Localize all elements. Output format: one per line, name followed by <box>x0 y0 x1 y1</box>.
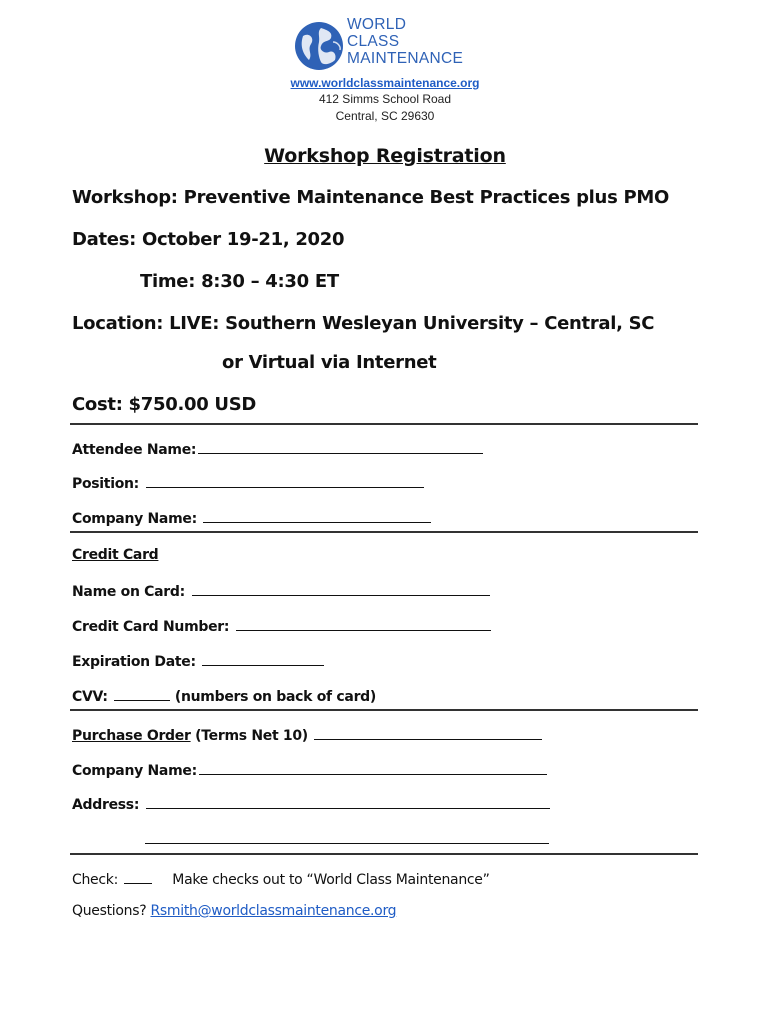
attendee-name-label: Attendee Name: <box>72 442 197 458</box>
divider <box>70 853 698 855</box>
workshop-time: Time: 8:30 – 4:30 ET <box>140 271 339 292</box>
divider <box>70 709 698 711</box>
card-number-blank[interactable] <box>236 617 491 631</box>
globe-icon <box>293 20 345 72</box>
purchase-order-heading: Purchase Order <box>72 728 191 744</box>
check-label: Check: <box>72 872 118 888</box>
company-name-field[interactable] <box>72 509 431 527</box>
position-label: Position: <box>72 476 139 492</box>
card-number-label: Credit Card Number: <box>72 619 230 635</box>
page-title: Workshop Registration <box>264 145 506 167</box>
company-name-label: Company Name: <box>72 511 197 527</box>
position-blank[interactable] <box>146 474 424 488</box>
address-line-1: 412 Simms School Road <box>318 92 452 106</box>
po-company-name-blank[interactable] <box>199 761 547 775</box>
expiration-date-blank[interactable] <box>202 652 324 666</box>
divider <box>70 531 698 533</box>
check-blank[interactable] <box>124 870 152 884</box>
check-note: Make checks out to “World Class Maintenance” <box>172 872 490 888</box>
questions-line <box>72 903 396 919</box>
questions-label: Questions? <box>72 903 147 919</box>
workshop-location: Location: LIVE: Southern Wesleyan University – Central, SC <box>72 313 655 334</box>
expiration-date-label: Expiration Date: <box>72 654 196 670</box>
purchase-order-blank[interactable] <box>314 726 542 740</box>
address-field[interactable] <box>72 795 550 813</box>
contact-email-link[interactable]: Rsmith@worldclassmaintenance.org <box>150 903 397 919</box>
company-name-blank[interactable] <box>203 509 431 523</box>
workshop-cost: Cost: $750.00 USD <box>72 394 257 415</box>
check-field[interactable] <box>72 870 490 888</box>
cvv-label: CVV: <box>72 689 108 705</box>
cvv-blank[interactable] <box>114 687 170 701</box>
cvv-note: (numbers on back of card) <box>174 689 376 705</box>
address-line-2: Central, SC 29630 <box>335 109 435 123</box>
purchase-order-field[interactable] <box>72 726 542 744</box>
logo-line-1: WORLD <box>347 16 407 33</box>
name-on-card-field[interactable] <box>72 582 490 600</box>
attendee-name-blank[interactable] <box>198 440 483 454</box>
purchase-order-terms: (Terms Net 10) <box>195 728 308 744</box>
logo-line-2: CLASS <box>347 33 400 50</box>
workshop-dates: Dates: October 19-21, 2020 <box>72 229 345 250</box>
address-line-2-blank[interactable] <box>145 830 549 844</box>
cvv-field[interactable] <box>72 687 376 705</box>
workshop-name: Workshop: Preventive Maintenance Best Practices plus PMO <box>72 187 669 208</box>
card-number-field[interactable] <box>72 617 491 635</box>
attendee-name-field[interactable] <box>72 440 483 458</box>
address-blank[interactable] <box>146 795 550 809</box>
address-label: Address: <box>72 797 140 813</box>
expiration-date-field[interactable] <box>72 652 324 670</box>
website-link[interactable]: www.worldclassmaintenance.org <box>290 76 480 90</box>
logo-line-3: MAINTENANCE <box>347 50 464 67</box>
po-company-name-label: Company Name: <box>72 763 197 779</box>
name-on-card-label: Name on Card: <box>72 584 185 600</box>
divider <box>70 423 698 425</box>
company-logo <box>293 16 483 76</box>
credit-card-heading: Credit Card <box>72 547 159 563</box>
address-line-2-field[interactable] <box>143 830 549 848</box>
workshop-location-virtual: or Virtual via Internet <box>222 352 437 373</box>
name-on-card-blank[interactable] <box>192 582 490 596</box>
position-field[interactable] <box>72 474 424 492</box>
po-company-name-field[interactable] <box>72 761 547 779</box>
